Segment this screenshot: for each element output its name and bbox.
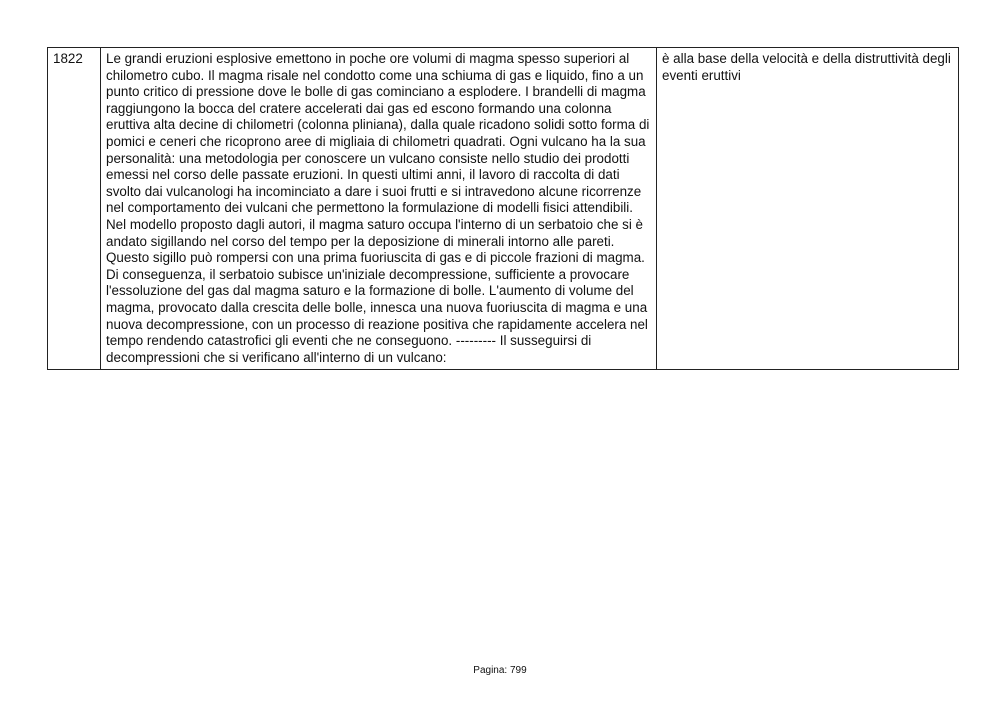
question-text: Le grandi eruzioni esplosive emettono in poche ore volumi di magma spesso superiori al chilometro cubo. Il magma risale nel condotto come una schiuma di gas e liquido, fino a un punto critico di pressione dove le bolle di gas cominciano a esplodere. I brandelli di magma raggiungono la bocca del cratere accelerati dai gas ed escono formando una colonna eruttiva alta decine di chilometri (colonna pliniana), dalla quale ricadono solidi sotto forma di pomici e ceneri che ricoprono aree di migliaia di chilometri quadrati. Ogni vulcano ha la sua personalità: una metodologia per conoscere un vulcano consiste nello studio dei prodotti emessi nel corso delle passate eruzioni. In questi ultimi anni, il lavoro di raccolta di dati svolto dai vulcanologi ha incominciato a dare i suoi frutti e si intravedono alcune ricorrenze nel comportamento dei vulcani che permettono la formulazione di modelli fisici attendibili. Nel modello proposto dagli autori, il magma saturo occupa l'interno di un serbatoio che si è andato sigillando nel corso del tempo per la deposizione di minerali intorno alle pareti. Questo sigillo può rompersi con una prima fuoriuscita di gas e di piccole frazioni di magma. Di conseguenza, il serbatoio subisce un'iniziale decompressione, sufficiente a provocare l'essoluzione del gas dal magma saturo e la formazione di bolle. L'aumento di volume del magma, provocato dalla crescita delle bolle, innesca una nuova fuoriuscita di magma e una nuova decompressione, con un processo di reazione positiva che rapidamente accelera nel tempo rendendo catastrofici gli eventi che ne conseguono. --------- Il susseguirsi di decompressioni che si verificano all'interno di un vulcano:	[106, 51, 650, 365]
question-text-cell	[101, 48, 657, 370]
question-id: 1822	[53, 51, 83, 66]
question-table	[47, 47, 959, 370]
question-id-cell	[48, 48, 101, 370]
page-number: Pagina: 799	[473, 665, 527, 676]
answer-cell	[657, 48, 959, 370]
answer-text: è alla base della velocità e della distruttività degli eventi eruttivi	[662, 51, 951, 83]
table-row	[48, 48, 959, 370]
